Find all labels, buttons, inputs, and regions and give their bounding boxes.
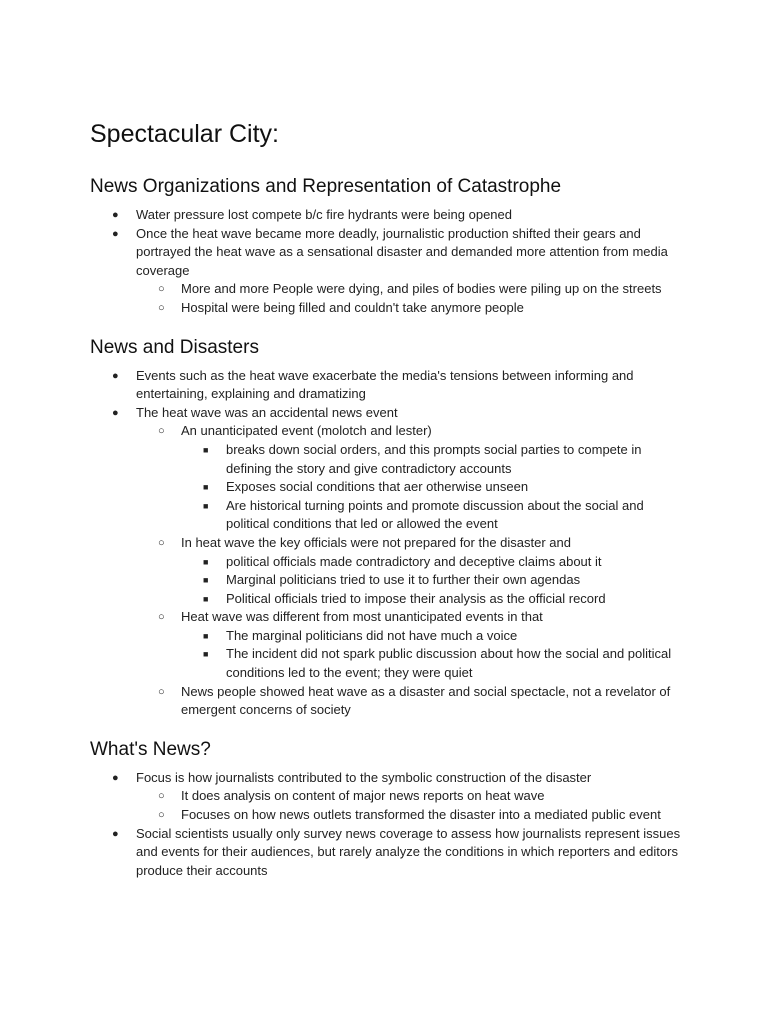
bullet-marker-level-2: ○ xyxy=(158,301,165,314)
list-item-text: Focus is how journalists contributed to the symbolic construction of the disaster xyxy=(136,769,592,785)
list-item-text: The incident did not spark public discussion about how the social and political conditions led to the event; they were quiet xyxy=(226,646,672,681)
list-item-text: Water pressure lost compete b/c fire hydrants were being opened xyxy=(136,207,512,222)
list-item xyxy=(90,206,690,225)
bullet-marker-level-3: ■ xyxy=(203,575,209,586)
list-item xyxy=(90,225,690,281)
bullet-marker-level-1: ● xyxy=(112,209,119,221)
list-item-text: Social scientists usually only survey news coverage to assess how journalists represent issues and events for their audiences, but rarely analyze the conditions in which reporters and editors produce their accounts xyxy=(136,825,681,878)
list-item xyxy=(90,553,690,572)
bullet-marker-level-1: ● xyxy=(112,771,119,784)
list-item xyxy=(90,806,690,825)
list-item xyxy=(90,497,690,534)
section-heading: News and Disasters xyxy=(90,336,259,358)
bullet-marker-level-3: ■ xyxy=(203,482,209,493)
section-heading: News Organizations and Representation of Catastrophe xyxy=(90,176,562,197)
list-item-text: Hospital were being filled and couldn't take anymore people xyxy=(181,299,524,315)
list-item-text: The marginal politicians did not have much a voice xyxy=(226,627,518,643)
bullet-marker-level-3: ■ xyxy=(203,630,209,641)
section-what-s-news xyxy=(90,737,690,881)
list-item xyxy=(90,645,690,682)
list-item-text: Political officials tried to impose their analysis as the official record xyxy=(226,590,606,606)
list-item-text: breaks down social orders, and this prompts social parties to compete in defining the story and give contradictory accounts xyxy=(226,441,642,476)
bullet-marker-level-3: ■ xyxy=(203,593,209,604)
list-item xyxy=(90,534,690,553)
bullet-marker-level-1: ● xyxy=(112,406,119,419)
list-item-text: Are historical turning points and promote discussion about the social and political conditions that led or allowed the event xyxy=(226,497,644,532)
section-heading: What's News? xyxy=(90,738,211,760)
section-news-organizations-and-representation-of-catastrophe xyxy=(90,174,690,318)
bullet-marker-level-1: ● xyxy=(112,369,119,382)
list-item-text: Events such as the heat wave exacerbate the media's tensions between informing and entertaining, explaining and dramatizing xyxy=(136,367,634,402)
bullet-marker-level-2: ○ xyxy=(158,425,165,438)
bullet-marker-level-3: ■ xyxy=(203,444,209,455)
sections-container xyxy=(90,174,690,880)
bullet-marker-level-2: ○ xyxy=(158,790,165,803)
list-item xyxy=(90,571,690,590)
list-item xyxy=(90,280,690,299)
list-item xyxy=(90,825,690,881)
list-item xyxy=(90,422,690,441)
list-item-text: An unanticipated event (molotch and lester) xyxy=(181,423,432,439)
bullet-marker-level-3: ■ xyxy=(203,649,209,660)
list-item xyxy=(90,787,690,806)
list-item xyxy=(90,299,690,318)
list-item-text: In heat wave the key officials were not prepared for the disaster and xyxy=(181,534,571,550)
list-item-text: The heat wave was an accidental news event xyxy=(136,404,398,420)
list-item xyxy=(90,608,690,627)
bullet-marker-level-1: ● xyxy=(112,227,119,240)
list-item-text: Focuses on how news outlets transformed the disaster into a mediated public event xyxy=(181,807,661,823)
list-item-text: It does analysis on content of major news reports on heat wave xyxy=(181,788,545,804)
bullet-marker-level-3: ■ xyxy=(203,556,209,567)
list-item-text: Marginal politicians tried to use it to further their own agendas xyxy=(226,572,581,588)
list-item-text: News people showed heat wave as a disaster and social spectacle, not a revelator of emergent concerns of society xyxy=(181,683,671,718)
section-news-and-disasters xyxy=(90,335,690,720)
page-title: Spectacular City: xyxy=(90,120,279,148)
list-item-text: political officials made contradictory and deceptive claims about it xyxy=(226,553,602,569)
list-item xyxy=(90,683,690,720)
bullet-marker-level-2: ○ xyxy=(158,536,165,549)
bullet-marker-level-3: ■ xyxy=(203,500,209,511)
list-item-text: Heat wave was different from most unanticipated events in that xyxy=(181,609,543,625)
bullet-marker-level-2: ○ xyxy=(158,611,165,624)
list-item-text: Once the heat wave became more deadly, journalistic production shifted their gears and portrayed the heat wave as a sensational disaster and demanded more attention from media coverage xyxy=(136,225,668,278)
bullet-list xyxy=(90,769,690,881)
list-item-text: More and more People were dying, and piles of bodies were piling up on the streets xyxy=(181,281,662,297)
list-item xyxy=(90,627,690,646)
list-item xyxy=(90,590,690,609)
bullet-marker-level-1: ● xyxy=(112,827,119,840)
bullet-marker-level-2: ○ xyxy=(158,809,165,822)
list-item xyxy=(90,367,690,404)
bullet-list xyxy=(90,206,690,318)
list-item xyxy=(90,769,690,788)
bullet-marker-level-2: ○ xyxy=(158,685,165,698)
list-item xyxy=(90,404,690,423)
list-item xyxy=(90,478,690,497)
bullet-marker-level-2: ○ xyxy=(158,283,165,296)
list-item-text: Exposes social conditions that aer otherwise unseen xyxy=(226,479,529,495)
document-page xyxy=(90,118,690,897)
bullet-list xyxy=(90,367,690,720)
list-item xyxy=(90,441,690,478)
